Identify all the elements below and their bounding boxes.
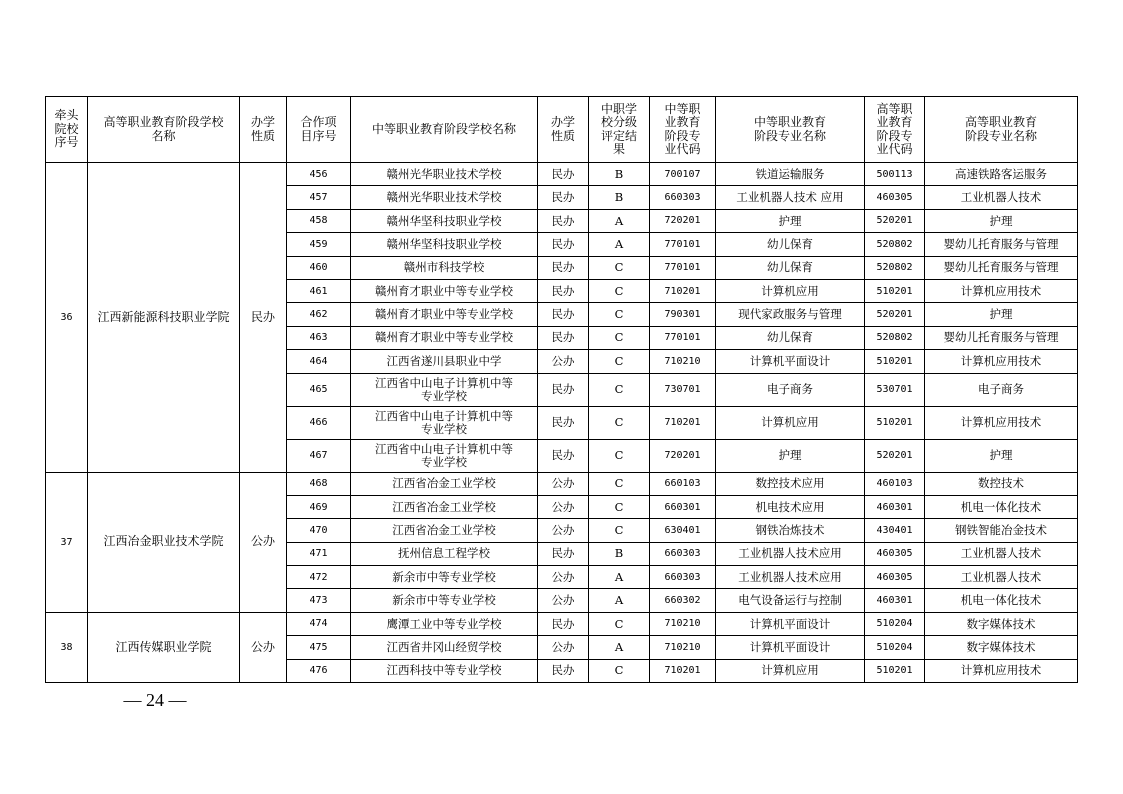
high-major-cell: 计算机应用技术 (925, 406, 1078, 439)
sec-code-cell: 720201 (650, 439, 716, 472)
secondary-type-cell: 公办 (538, 589, 589, 612)
sec-code-cell: 660303 (650, 186, 716, 209)
high-major-cell: 婴幼儿托育服务与管理 (925, 256, 1078, 279)
sec-major-cell: 计算机应用 (716, 659, 865, 682)
sec-major-cell: 计算机平面设计 (716, 636, 865, 659)
secondary-school-cell: 江西省冶金工业学校 (351, 495, 538, 518)
secondary-type-cell: 民办 (538, 303, 589, 326)
secondary-school-cell: 赣州育才职业中等专业学校 (351, 279, 538, 302)
high-major-cell: 高速铁路客运服务 (925, 163, 1078, 186)
secondary-school-cell: 赣州华坚科技职业学校 (351, 233, 538, 256)
high-major-cell: 机电一体化技术 (925, 589, 1078, 612)
high-major-cell: 计算机应用技术 (925, 279, 1078, 302)
header-higher-school: 高等职业教育阶段学校 名称 (88, 97, 240, 163)
high-code-cell: 520201 (865, 303, 925, 326)
sec-major-cell: 现代家政服务与管理 (716, 303, 865, 326)
sec-major-cell: 幼儿保育 (716, 233, 865, 256)
high-major-cell: 机电一体化技术 (925, 495, 1078, 518)
header-project-no: 合作项 目序号 (287, 97, 351, 163)
sec-major-cell: 工业机器人技术应用 (716, 542, 865, 565)
header-secondary-school: 中等职业教育阶段学校名称 (351, 97, 538, 163)
grade-cell: C (589, 659, 650, 682)
secondary-school-cell: 鹰潭工业中等专业学校 (351, 612, 538, 635)
high-code-cell: 460301 (865, 495, 925, 518)
sec-code-cell: 770101 (650, 326, 716, 349)
high-code-cell: 510204 (865, 612, 925, 635)
secondary-type-cell: 公办 (538, 495, 589, 518)
project-no-cell: 469 (287, 495, 351, 518)
sec-major-cell: 电气设备运行与控制 (716, 589, 865, 612)
project-no-cell: 463 (287, 326, 351, 349)
secondary-school-cell: 赣州华坚科技职业学校 (351, 209, 538, 232)
project-no-cell: 464 (287, 350, 351, 373)
higher-school-type: 公办 (240, 612, 287, 682)
secondary-school-cell: 江西省中山电子计算机中等 专业学校 (351, 373, 538, 406)
project-no-cell: 456 (287, 163, 351, 186)
grade-cell: B (589, 542, 650, 565)
header-high-major: 高等职业教育 阶段专业名称 (925, 97, 1078, 163)
high-major-cell: 数字媒体技术 (925, 636, 1078, 659)
grade-cell: B (589, 163, 650, 186)
high-code-cell: 460103 (865, 472, 925, 495)
secondary-school-cell: 赣州光华职业技术学校 (351, 186, 538, 209)
secondary-type-cell: 公办 (538, 350, 589, 373)
lead-school-id: 38 (46, 612, 88, 682)
grade-cell: C (589, 373, 650, 406)
secondary-school-cell: 江西省冶金工业学校 (351, 519, 538, 542)
sec-code-cell: 660303 (650, 566, 716, 589)
sec-code-cell: 710210 (650, 350, 716, 373)
high-major-cell: 数控技术 (925, 472, 1078, 495)
header-sec-code: 中等职 业教育 阶段专 业代码 (650, 97, 716, 163)
secondary-type-cell: 民办 (538, 542, 589, 565)
sec-major-cell: 护理 (716, 439, 865, 472)
header-high-code: 高等职 业教育 阶段专 业代码 (865, 97, 925, 163)
secondary-type-cell: 公办 (538, 472, 589, 495)
higher-school-name: 江西冶金职业技术学院 (88, 472, 240, 612)
grade-cell: C (589, 303, 650, 326)
sec-major-cell: 幼儿保育 (716, 256, 865, 279)
sec-major-cell: 幼儿保育 (716, 326, 865, 349)
high-code-cell: 530701 (865, 373, 925, 406)
project-no-cell: 460 (287, 256, 351, 279)
secondary-type-cell: 民办 (538, 186, 589, 209)
high-major-cell: 计算机应用技术 (925, 659, 1078, 682)
project-no-cell: 474 (287, 612, 351, 635)
high-major-cell: 工业机器人技术 (925, 542, 1078, 565)
sec-code-cell: 710210 (650, 612, 716, 635)
high-code-cell: 520802 (865, 233, 925, 256)
sec-major-cell: 计算机平面设计 (716, 612, 865, 635)
high-code-cell: 510201 (865, 406, 925, 439)
header-grade: 中职学 校分级 评定结 果 (589, 97, 650, 163)
secondary-type-cell: 民办 (538, 279, 589, 302)
high-major-cell: 婴幼儿托育服务与管理 (925, 326, 1078, 349)
secondary-type-cell: 公办 (538, 636, 589, 659)
sec-major-cell: 护理 (716, 209, 865, 232)
sec-major-cell: 计算机应用 (716, 406, 865, 439)
grade-cell: C (589, 495, 650, 518)
sec-major-cell: 工业机器人技术应用 (716, 566, 865, 589)
project-no-cell: 470 (287, 519, 351, 542)
sec-major-cell: 钢铁冶炼技术 (716, 519, 865, 542)
project-no-cell: 471 (287, 542, 351, 565)
sec-major-cell: 电子商务 (716, 373, 865, 406)
grade-cell: A (589, 209, 650, 232)
project-no-cell: 459 (287, 233, 351, 256)
lead-school-id: 36 (46, 163, 88, 473)
secondary-school-cell: 江西科技中等专业学校 (351, 659, 538, 682)
secondary-school-cell: 江西省井冈山经贸学校 (351, 636, 538, 659)
table-row (46, 612, 1078, 635)
secondary-type-cell: 公办 (538, 566, 589, 589)
header-higher-type: 办学 性质 (240, 97, 287, 163)
grade-cell: C (589, 350, 650, 373)
sec-code-cell: 730701 (650, 373, 716, 406)
high-code-cell: 500113 (865, 163, 925, 186)
high-major-cell: 钢铁智能冶金技术 (925, 519, 1078, 542)
secondary-type-cell: 民办 (538, 163, 589, 186)
higher-school-name: 江西传媒职业学院 (88, 612, 240, 682)
sec-major-cell: 计算机平面设计 (716, 350, 865, 373)
secondary-type-cell: 民办 (538, 233, 589, 256)
grade-cell: C (589, 406, 650, 439)
grade-cell: B (589, 186, 650, 209)
sec-code-cell: 660303 (650, 542, 716, 565)
grade-cell: C (589, 439, 650, 472)
sec-code-cell: 700107 (650, 163, 716, 186)
high-code-cell: 460305 (865, 566, 925, 589)
high-code-cell: 520802 (865, 256, 925, 279)
secondary-school-cell: 抚州信息工程学校 (351, 542, 538, 565)
grade-cell: C (589, 519, 650, 542)
project-no-cell: 473 (287, 589, 351, 612)
table-body (46, 163, 1078, 683)
lead-school-id: 37 (46, 472, 88, 612)
secondary-type-cell: 民办 (538, 406, 589, 439)
grade-cell: C (589, 612, 650, 635)
secondary-school-cell: 赣州光华职业技术学校 (351, 163, 538, 186)
grade-cell: C (589, 326, 650, 349)
sec-code-cell: 710201 (650, 406, 716, 439)
secondary-type-cell: 民办 (538, 373, 589, 406)
sec-code-cell: 630401 (650, 519, 716, 542)
sec-major-cell: 铁道运输服务 (716, 163, 865, 186)
sec-major-cell: 数控技术应用 (716, 472, 865, 495)
grade-cell: C (589, 472, 650, 495)
secondary-type-cell: 民办 (538, 439, 589, 472)
sec-code-cell: 660301 (650, 495, 716, 518)
project-no-cell: 467 (287, 439, 351, 472)
sec-major-cell: 机电技术应用 (716, 495, 865, 518)
sec-major-cell: 工业机器人技术 应用 (716, 186, 865, 209)
secondary-school-cell: 江西省中山电子计算机中等 专业学校 (351, 439, 538, 472)
sec-code-cell: 660302 (650, 589, 716, 612)
sec-major-cell: 计算机应用 (716, 279, 865, 302)
sec-code-cell: 790301 (650, 303, 716, 326)
project-no-cell: 462 (287, 303, 351, 326)
project-no-cell: 465 (287, 373, 351, 406)
table-row (46, 472, 1078, 495)
project-no-cell: 461 (287, 279, 351, 302)
high-code-cell: 460305 (865, 542, 925, 565)
higher-school-name: 江西新能源科技职业学院 (88, 163, 240, 473)
grade-cell: A (589, 589, 650, 612)
secondary-type-cell: 民办 (538, 612, 589, 635)
project-no-cell: 457 (287, 186, 351, 209)
grade-cell: C (589, 256, 650, 279)
sec-code-cell: 720201 (650, 209, 716, 232)
sec-code-cell: 710201 (650, 279, 716, 302)
project-no-cell: 468 (287, 472, 351, 495)
high-major-cell: 护理 (925, 209, 1078, 232)
high-code-cell: 510201 (865, 350, 925, 373)
secondary-type-cell: 公办 (538, 519, 589, 542)
sec-code-cell: 770101 (650, 256, 716, 279)
sec-code-cell: 710210 (650, 636, 716, 659)
header-secondary-type: 办学 性质 (538, 97, 589, 163)
sec-code-cell: 770101 (650, 233, 716, 256)
grade-cell: A (589, 636, 650, 659)
high-major-cell: 护理 (925, 439, 1078, 472)
project-no-cell: 475 (287, 636, 351, 659)
page-number: — 24 — (123, 690, 187, 710)
high-code-cell: 520201 (865, 439, 925, 472)
high-code-cell: 510201 (865, 279, 925, 302)
project-no-cell: 476 (287, 659, 351, 682)
secondary-school-cell: 赣州育才职业中等专业学校 (351, 326, 538, 349)
secondary-school-cell: 新余市中等专业学校 (351, 589, 538, 612)
high-major-cell: 计算机应用技术 (925, 350, 1078, 373)
high-code-cell: 460301 (865, 589, 925, 612)
high-major-cell: 电子商务 (925, 373, 1078, 406)
secondary-school-cell: 江西省中山电子计算机中等 专业学校 (351, 406, 538, 439)
header-lead-id: 牵头 院校 序号 (46, 97, 88, 163)
grade-cell: A (589, 566, 650, 589)
secondary-school-cell: 赣州育才职业中等专业学校 (351, 303, 538, 326)
header-row (46, 97, 1078, 163)
secondary-type-cell: 民办 (538, 209, 589, 232)
sec-code-cell: 710201 (650, 659, 716, 682)
high-major-cell: 数字媒体技术 (925, 612, 1078, 635)
grade-cell: C (589, 279, 650, 302)
project-no-cell: 458 (287, 209, 351, 232)
high-code-cell: 430401 (865, 519, 925, 542)
high-major-cell: 工业机器人技术 (925, 186, 1078, 209)
header-sec-major: 中等职业教育 阶段专业名称 (716, 97, 865, 163)
project-no-cell: 472 (287, 566, 351, 589)
sec-code-cell: 660103 (650, 472, 716, 495)
high-major-cell: 工业机器人技术 (925, 566, 1078, 589)
high-major-cell: 护理 (925, 303, 1078, 326)
higher-school-type: 公办 (240, 472, 287, 612)
high-code-cell: 510204 (865, 636, 925, 659)
secondary-type-cell: 民办 (538, 326, 589, 349)
higher-school-type: 民办 (240, 163, 287, 473)
table-row (46, 163, 1078, 186)
secondary-school-cell: 新余市中等专业学校 (351, 566, 538, 589)
grade-cell: A (589, 233, 650, 256)
secondary-type-cell: 民办 (538, 256, 589, 279)
secondary-type-cell: 民办 (538, 659, 589, 682)
secondary-school-cell: 赣州市科技学校 (351, 256, 538, 279)
secondary-school-cell: 江西省冶金工业学校 (351, 472, 538, 495)
high-major-cell: 婴幼儿托育服务与管理 (925, 233, 1078, 256)
cooperation-table (45, 96, 1078, 683)
high-code-cell: 520201 (865, 209, 925, 232)
high-code-cell: 510201 (865, 659, 925, 682)
high-code-cell: 520802 (865, 326, 925, 349)
project-no-cell: 466 (287, 406, 351, 439)
secondary-school-cell: 江西省遂川县职业中学 (351, 350, 538, 373)
high-code-cell: 460305 (865, 186, 925, 209)
